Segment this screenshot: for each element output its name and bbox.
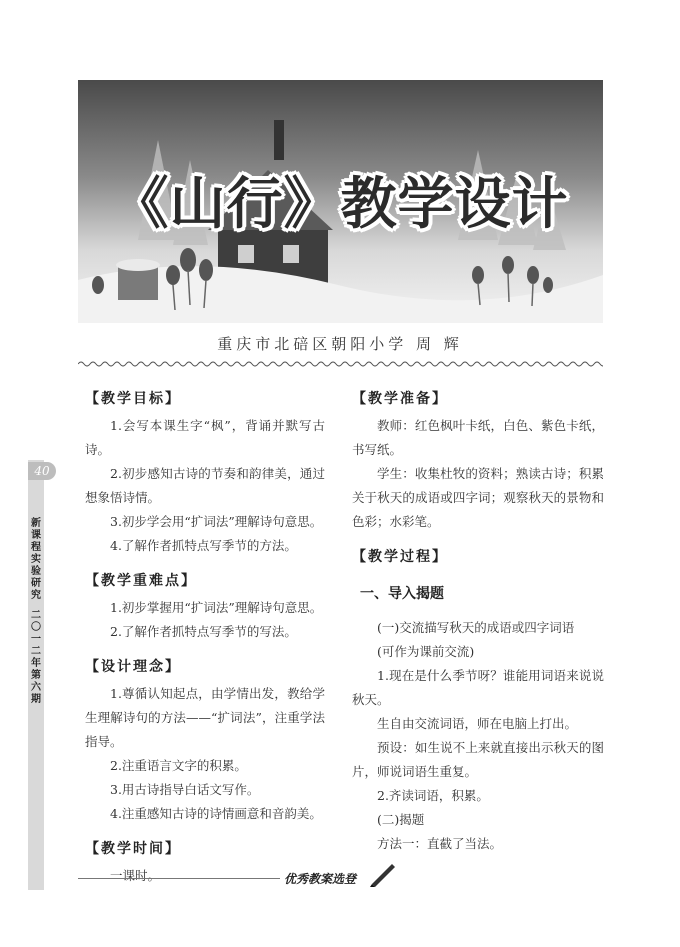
paragraph: 2.了解作者抓特点写季节的写法。 (110, 624, 297, 639)
section-heading: 【教学过程】 (352, 549, 448, 565)
section-heading: 【设计理念】 (85, 659, 181, 675)
section-heading: 【教学重难点】 (85, 573, 197, 589)
paragraph: 1.初步掌握用“扩词法”理解诗句意思。 (110, 600, 323, 615)
paragraph: 生自由交流词语，师在电脑上打出。 (377, 716, 578, 731)
paragraph: 教师：红色枫叶卡纸，白色、紫色卡纸，书写纸。 (352, 418, 604, 457)
footer-label: 优秀教案选登 (280, 870, 360, 887)
section-preparation (352, 388, 604, 534)
paragraph: 4.注重感知古诗的诗情画意和音韵美。 (110, 806, 322, 821)
paragraph: 2.齐读词语，积累。 (377, 788, 489, 803)
paragraph: 1.现在是什么季节呀？谁能用词语来说说秋天。 (352, 668, 604, 707)
section-goals (85, 388, 325, 558)
paragraph: (可作为课前交流) (377, 644, 475, 659)
paragraph: 1.会写本课生字“枫”，背诵并默写古诗。 (85, 418, 325, 457)
journal-side-label (29, 518, 43, 706)
section-key-points (85, 570, 325, 644)
paragraph: 预设：如生说不上来就直接出示秋天的图片，师说词语生重复。 (352, 740, 604, 779)
right-column (352, 388, 604, 868)
paragraph: 方法一：直截了当法。 (377, 836, 503, 851)
paragraph: 1.尊循认知起点，由学情出发，教给学生理解诗句的方法——“扩词法”，注重学法指导。 (85, 686, 325, 749)
paragraph: 4.了解作者抓特点写季节的方法。 (110, 538, 297, 553)
journal-issue: 二〇一二年 第六期 (31, 610, 41, 705)
pen-icon (368, 862, 398, 888)
left-column (85, 388, 325, 900)
paragraph: 一课时。 (110, 868, 161, 883)
paragraph: 学生：收集杜牧的资料；熟读古诗；积累关于秋天的成语或四字词；观察秋天的景物和色彩；水彩笔。 (352, 466, 604, 529)
journal-name: 新课程实验研究 (31, 518, 41, 601)
page-number: 40 (28, 462, 56, 480)
author-line: 重庆市北碚区朝阳小学 周 辉 (217, 335, 463, 353)
article-title: 《山行》教学设计 (112, 172, 569, 237)
header-banner (78, 80, 603, 323)
section-heading: 【教学准备】 (352, 391, 448, 407)
paragraph: 3.初步学会用“扩词法”理解诗句意思。 (110, 514, 323, 529)
paragraph: 2.注重语言文字的积累。 (110, 758, 247, 773)
paragraph: 2.初步感知古诗的节奏和韵律美，通过想象悟诗情。 (85, 466, 325, 505)
paragraph: (一)交流描写秋天的成语或四字词语 (377, 620, 575, 635)
section-philosophy (85, 656, 325, 826)
subsection-heading: 一、导入揭题 (360, 586, 444, 602)
paragraph: 3.用古诗指导白话文写作。 (110, 782, 260, 797)
paragraph: (二)揭题 (377, 812, 425, 827)
section-heading: 【教学时间】 (85, 841, 181, 857)
wavy-divider (78, 360, 603, 368)
section-process (352, 546, 604, 856)
section-heading: 【教学目标】 (85, 391, 181, 407)
